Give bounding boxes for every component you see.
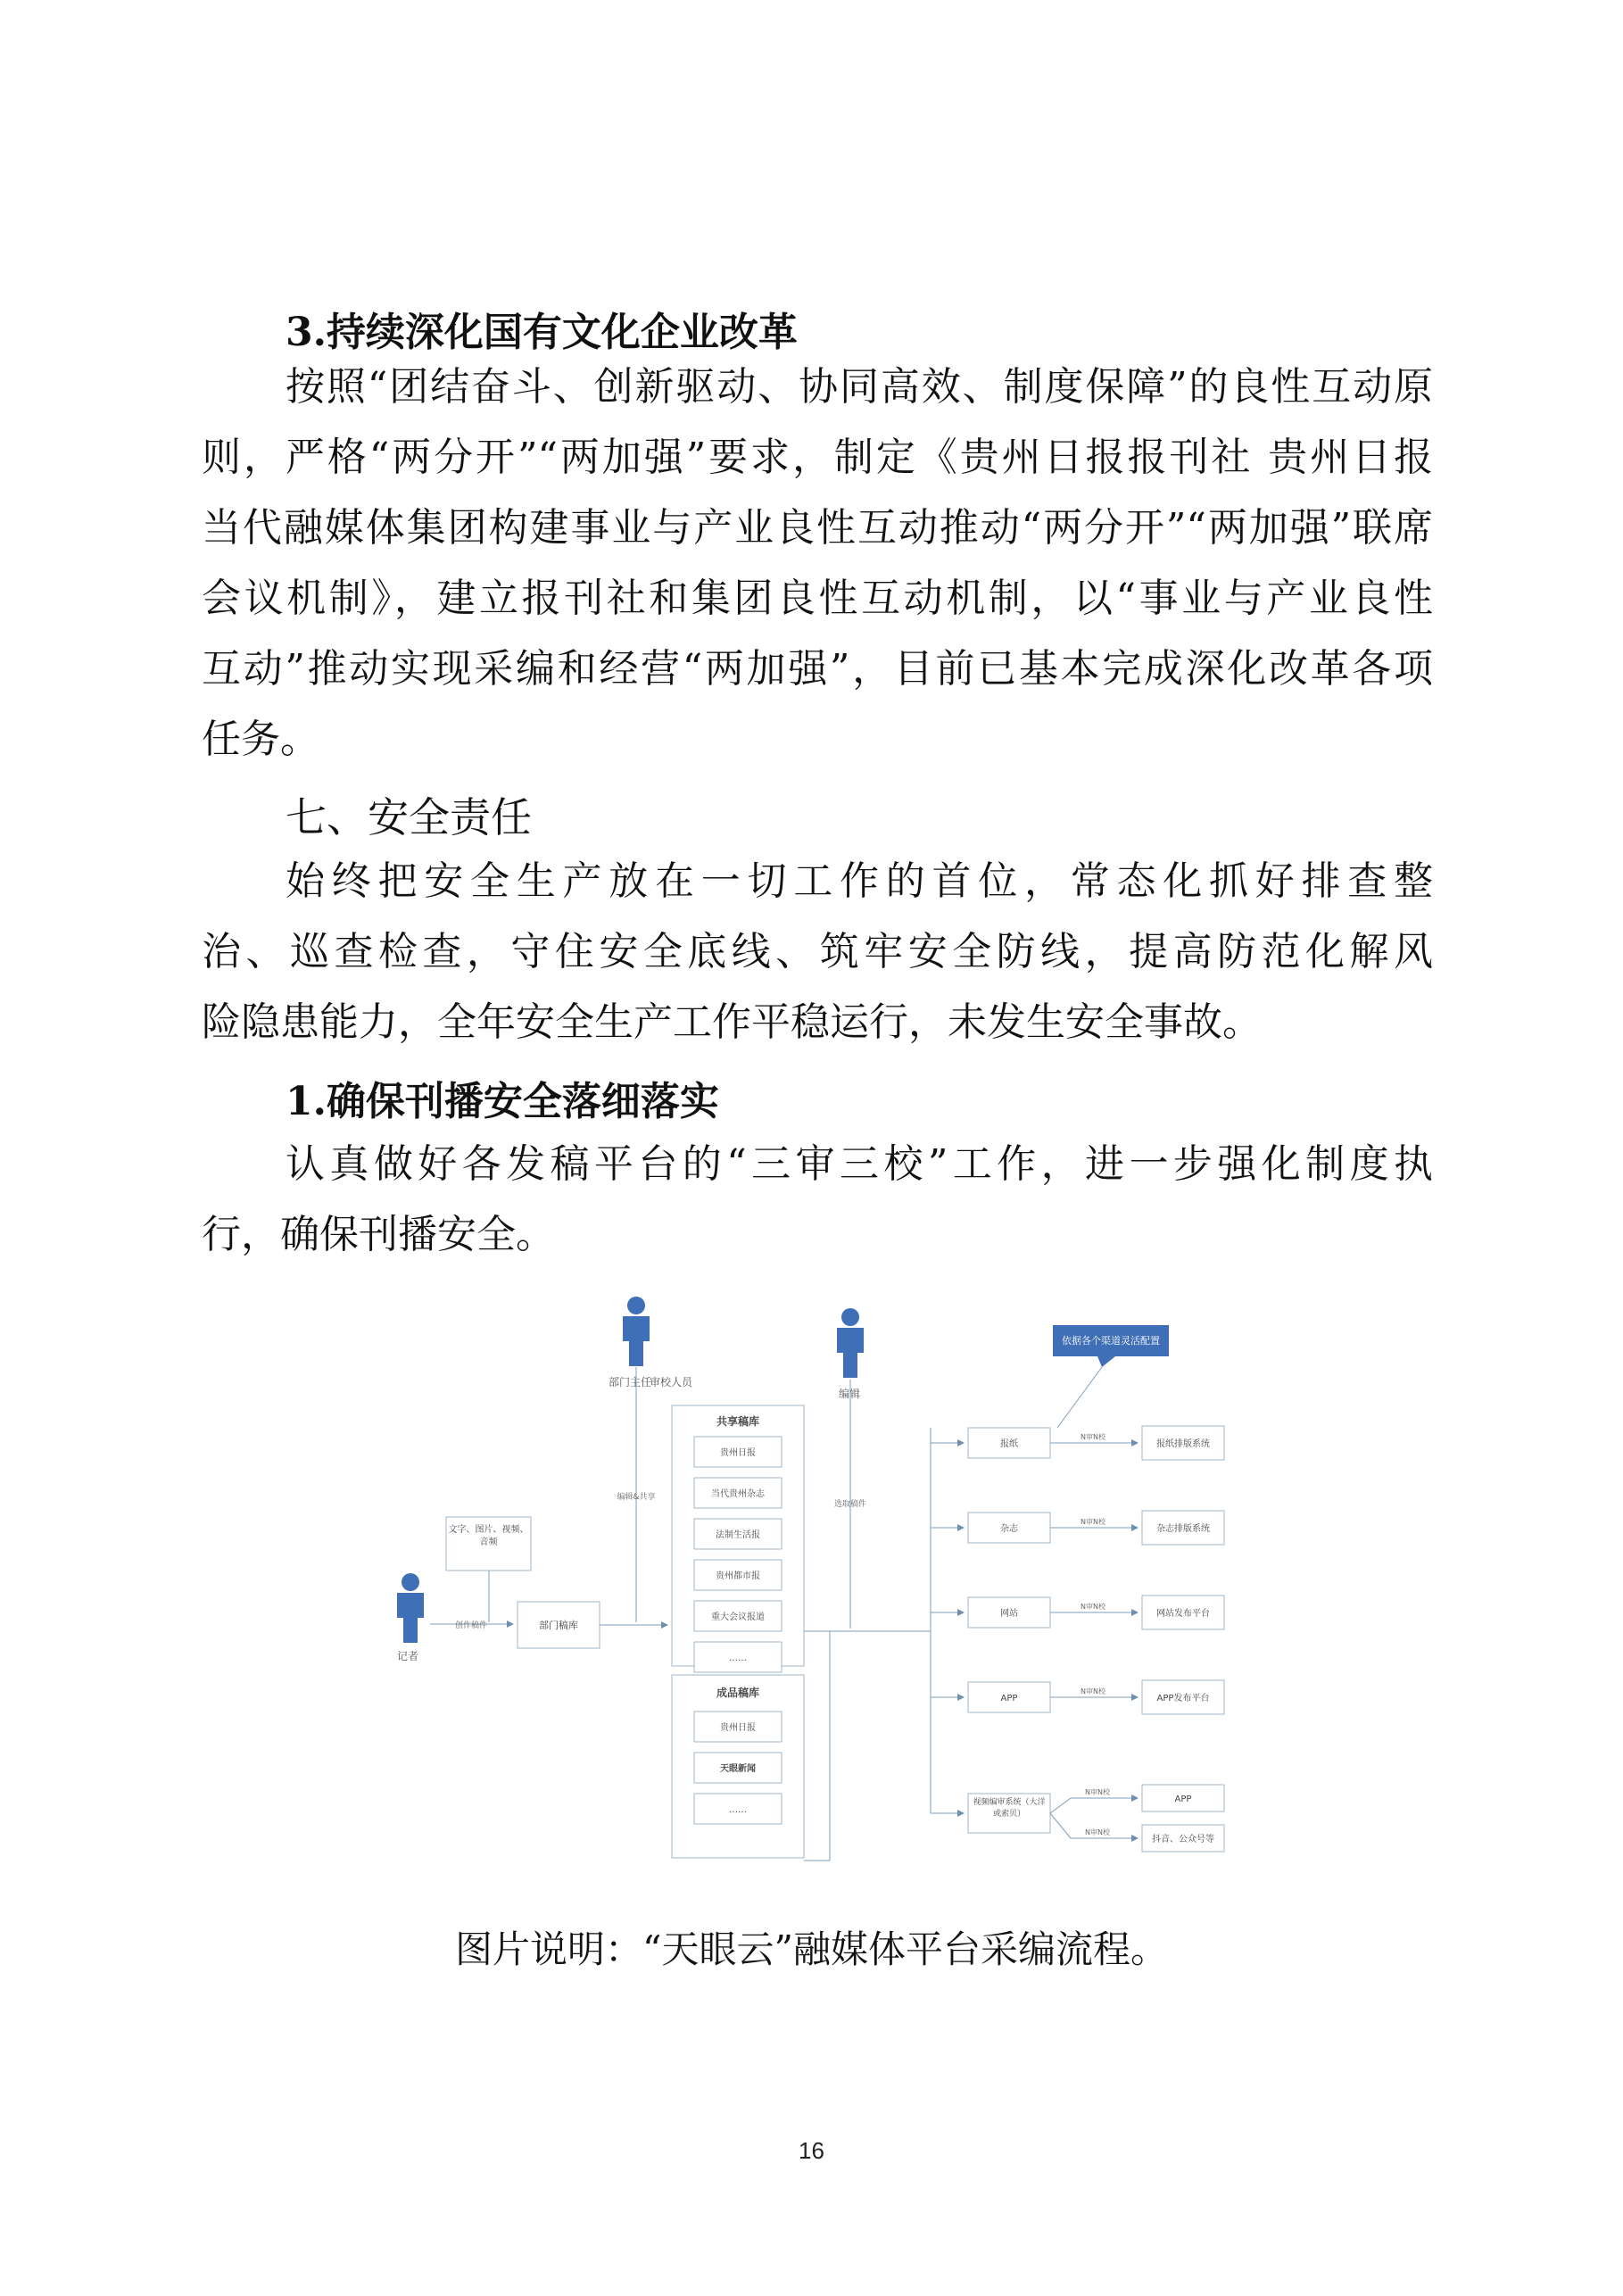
label-reviewer: 审校人员 bbox=[650, 1376, 693, 1388]
figure-caption: 图片说明：“天眼云”融媒体平台采编流程。 bbox=[455, 1927, 1168, 1971]
output-label: APP bbox=[1174, 1795, 1192, 1804]
channel-label: 杂志 bbox=[1000, 1524, 1018, 1534]
workflow-diagram bbox=[384, 1294, 1214, 1901]
n-review-label: N审N校 bbox=[1081, 1518, 1105, 1526]
output-label: APP发布平台 bbox=[1156, 1694, 1210, 1703]
para-7-line-3: 险隐患能力，全年安全生产工作平稳运行，未发生安全事故。 bbox=[202, 999, 1262, 1045]
para-3-line-4: 会议机制》，建立报刊社和集团良性互动机制，以“事业与产业良性 bbox=[202, 576, 1433, 621]
shared-item-label: 重大会议报道 bbox=[711, 1612, 765, 1622]
video-system-label: 视频编审系统（大洋或索贝） bbox=[973, 1798, 1046, 1819]
materials-text: 文字、图片、视频、音频 bbox=[448, 1525, 529, 1547]
label-reporter: 记者 bbox=[397, 1650, 419, 1662]
n-review-label: N审N校 bbox=[1081, 1433, 1105, 1441]
arrow-select-label: 选取稿件 bbox=[833, 1500, 867, 1509]
channel-label: 网站 bbox=[1000, 1609, 1018, 1619]
page-number: 16 bbox=[799, 2137, 824, 2164]
shared-item-label: 当代贵州杂志 bbox=[711, 1489, 765, 1499]
person-icon-editor bbox=[837, 1308, 864, 1378]
finished-item-label: …… bbox=[729, 1805, 747, 1815]
para-3-line-5: 互动”推动实现采编和经营“两加强”，目前已基本完成深化改革各项 bbox=[202, 646, 1433, 692]
section-7-title: 七、安全责任 bbox=[286, 793, 532, 841]
label-editor: 编辑 bbox=[839, 1388, 861, 1400]
finished-item-label: 贵州日报 bbox=[720, 1723, 756, 1733]
shared-item-label: 贵州都市报 bbox=[716, 1571, 760, 1581]
n-review-label: N审N校 bbox=[1085, 1788, 1110, 1796]
output-label: 报纸排版系统 bbox=[1156, 1439, 1210, 1449]
shared-item-label: 法制生活报 bbox=[716, 1530, 760, 1540]
channel-label: 报纸 bbox=[1000, 1439, 1018, 1449]
person-icon-dept-head bbox=[623, 1297, 650, 1366]
output-label: 网站发布平台 bbox=[1156, 1609, 1210, 1619]
para-1-line-2: 行，确保刊播安全。 bbox=[202, 1212, 555, 1257]
channel-label: APP bbox=[1000, 1694, 1018, 1703]
n-review-label: N审N校 bbox=[1081, 1687, 1105, 1695]
channels bbox=[931, 1426, 1224, 1852]
para-7-line-1: 始终把安全生产放在一切工作的首位，常态化抓好排查整 bbox=[286, 858, 1433, 904]
note-bubble-text: 依据各个渠道灵活配置 bbox=[1062, 1335, 1160, 1347]
shared-item-label: …… bbox=[729, 1654, 747, 1663]
para-3-line-1: 按照“团结奋斗、创新驱动、协同高效、制度保障”的良性互动原 bbox=[286, 364, 1433, 410]
label-dept-head: 部门主任 bbox=[609, 1376, 652, 1388]
person-icon-reporter bbox=[397, 1573, 424, 1643]
shared-library-title: 共享稿库 bbox=[716, 1415, 760, 1428]
para-3-line-3: 当代融媒体集团构建事业与产业良性互动推动“两分开”“两加强”联席 bbox=[202, 505, 1433, 551]
heading-3: 3.持续深化国有文化企业改革 bbox=[286, 310, 798, 355]
para-7-line-2: 治、巡查检查，守住安全底线、筑牢安全防线，提高防范化解风 bbox=[202, 929, 1433, 974]
finished-library-title: 成品稿库 bbox=[716, 1687, 760, 1699]
finished-item-label: 天眼新闻 bbox=[720, 1764, 756, 1774]
n-review-label: N审N校 bbox=[1081, 1603, 1105, 1611]
finished-items bbox=[694, 1712, 782, 1824]
dept-library-label: 部门稿库 bbox=[539, 1620, 578, 1631]
heading-1: 1.确保刊播安全落细落实 bbox=[286, 1079, 719, 1124]
output-label: 抖音、公众号等 bbox=[1152, 1835, 1214, 1844]
shared-item-label: 贵州日报 bbox=[720, 1448, 756, 1458]
n-review-label: N审N校 bbox=[1085, 1828, 1110, 1836]
para-1-line-1: 认真做好各发稿平台的“三审三校”工作，进一步强化制度执 bbox=[286, 1141, 1433, 1187]
arrow-create-label: 创作稿件 bbox=[454, 1621, 488, 1630]
para-3-line-6: 任务。 bbox=[202, 717, 319, 762]
arrow-edit-share-label: 编辑&共享 bbox=[617, 1493, 656, 1502]
para-3-line-2: 则，严格“两分开”“两加强”要求，制定《贵州日报报刊社 贵州日报 bbox=[202, 435, 1433, 480]
output-label: 杂志排版系统 bbox=[1156, 1524, 1210, 1534]
